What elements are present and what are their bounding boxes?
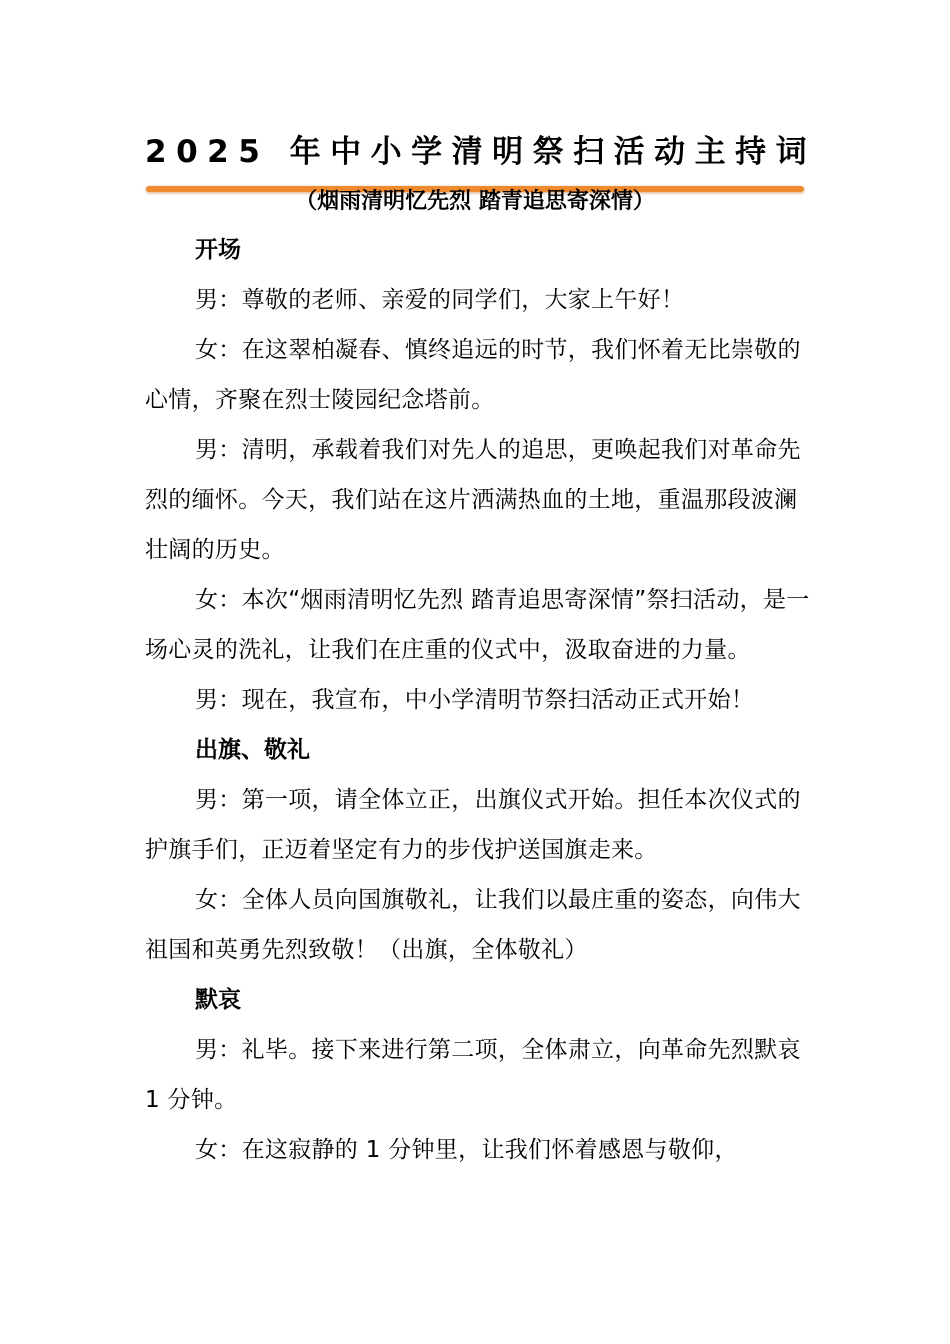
document-body	[145, 225, 810, 1175]
paragraph: 女：本次“烟雨清明忆先烈 踏青追思寄深情”祭扫活动，是一场心灵的洗礼，让我们在庄重的仪式中，汲取奋进的力量。	[145, 587, 810, 663]
paragraph: 男：现在，我宣布，中小学清明节祭扫活动正式开始！	[195, 687, 755, 713]
paragraph: 女：在这翠柏凝春、慎终追远的时节，我们怀着无比崇敬的心情，齐聚在烈士陵园纪念塔前。	[145, 337, 801, 413]
document-title: 2025 年中小学清明祭扫活动主持词	[145, 134, 817, 170]
paragraph: 男：清明，承载着我们对先人的追思，更唤起我们对革命先烈的缅怀。今天，我们站在这片洒满热血的土地，重温那段波澜壮阔的历史。	[145, 437, 801, 563]
section-heading-silence: 默哀	[195, 987, 241, 1013]
paragraph: 男：尊敬的老师、亲爱的同学们，大家上午好！	[195, 287, 685, 313]
section-heading-opening: 开场	[195, 237, 241, 263]
paragraph: 男：礼毕。接下来进行第二项，全体肃立，向革命先烈默哀 1 分钟。	[145, 1037, 801, 1113]
paragraph: 女：在这寂静的 1 分钟里，让我们怀着感恩与敬仰，	[195, 1137, 738, 1163]
section-heading-flag: 出旗、敬礼	[195, 737, 310, 763]
paragraph: 男：第一项，请全体立正，出旗仪式开始。担任本次仪式的护旗手们，正迈着坚定有力的步伐护送国旗走来。	[145, 787, 801, 863]
paragraph: 女：全体人员向国旗敬礼，让我们以最庄重的姿态，向伟大祖国和英勇先烈致敬！（出旗，全体敬礼）	[145, 887, 801, 963]
document-subtitle: （烟雨清明忆先烈 踏青追思寄深情）	[295, 189, 655, 214]
